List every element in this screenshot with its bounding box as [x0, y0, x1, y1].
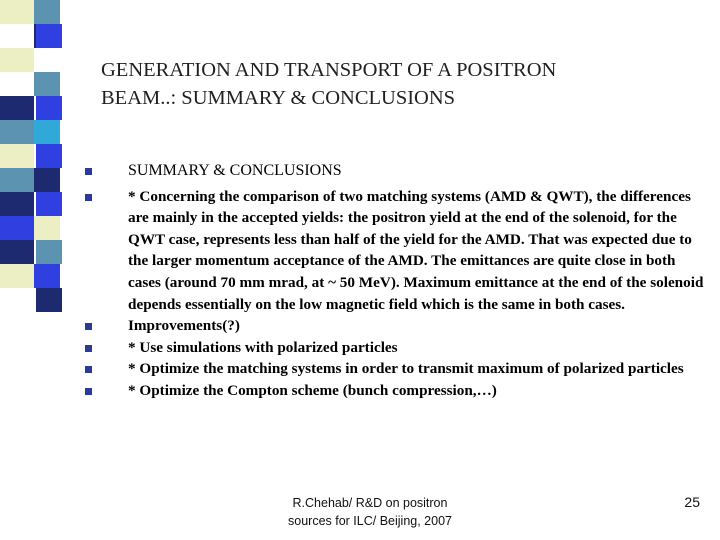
title-line-2: BEAM..: SUMMARY & CONCLUSIONS	[101, 87, 456, 109]
strip-block	[34, 0, 60, 24]
strip-block	[34, 168, 60, 192]
square-bullet-icon	[85, 345, 92, 352]
strip-block	[34, 120, 60, 144]
strip-block	[0, 264, 34, 288]
page-number: 25	[684, 494, 700, 510]
slide-footer	[280, 494, 460, 530]
footer-line-2: sources for ILC/ Beijing, 2007	[288, 514, 452, 528]
bullet-text: Improvements(?)	[128, 317, 240, 335]
bullet-text: * Concerning the comparison of two matching systems (AMD & QWT), the differences are mainly in the accepted yields: the positron yield at the end of the solenoid, for the QWT case, represents less than half of the yield for the AMD. That was expected due to the larger momentum acceptance of the AMD. The emittances are quite close in both cases (around 70 mm mrad, at ~ 50 MeV). Maximum emittance at the end of the solenoid depends essentially on the low magnetic field which is the same in both cases.	[128, 187, 704, 313]
footer-line-1: R.Chehab/ R&D on positron	[292, 496, 448, 510]
bullet-item-summary	[85, 160, 705, 182]
strip-block	[34, 216, 60, 240]
strip-block	[36, 240, 62, 264]
strip-block	[0, 48, 34, 72]
square-bullet-icon	[85, 366, 92, 373]
strip-block	[36, 144, 62, 168]
strip-block	[36, 96, 62, 120]
bullet-text: SUMMARY & CONCLUSIONS	[128, 162, 342, 179]
strip-block	[34, 72, 60, 96]
strip-block	[0, 192, 34, 216]
strip-block	[0, 120, 34, 144]
strip-block	[0, 168, 34, 192]
bullet-item-comparison	[85, 186, 705, 316]
strip-block	[34, 264, 60, 288]
strip-block	[0, 144, 34, 168]
title-line-1: GENERATION AND TRANSPORT OF A POSITRON	[101, 59, 557, 81]
square-bullet-icon	[85, 388, 92, 395]
bullet-text: * Optimize the matching systems in order to transmit maximum of polarized particles	[128, 360, 684, 378]
bullet-item-compton-scheme	[85, 380, 705, 402]
bullet-item-improvements	[85, 315, 705, 337]
strip-block	[36, 192, 62, 216]
bullet-text: * Optimize the Compton scheme (bunch compression,…)	[128, 381, 497, 399]
square-bullet-icon	[85, 194, 92, 201]
strip-block	[36, 288, 62, 312]
decorative-color-strip	[0, 0, 60, 540]
strip-block	[0, 0, 34, 24]
square-bullet-icon	[85, 323, 92, 330]
bullet-item-polarized-simulations	[85, 337, 705, 359]
strip-block	[0, 216, 34, 240]
strip-block	[0, 96, 34, 120]
strip-block	[36, 24, 62, 48]
strip-block	[0, 240, 34, 264]
square-bullet-icon	[85, 168, 92, 175]
bullet-item-matching-optimization	[85, 358, 705, 380]
bullet-list	[85, 160, 705, 402]
slide-title	[101, 56, 701, 112]
bullet-text: * Use simulations with polarized particles	[128, 338, 398, 356]
